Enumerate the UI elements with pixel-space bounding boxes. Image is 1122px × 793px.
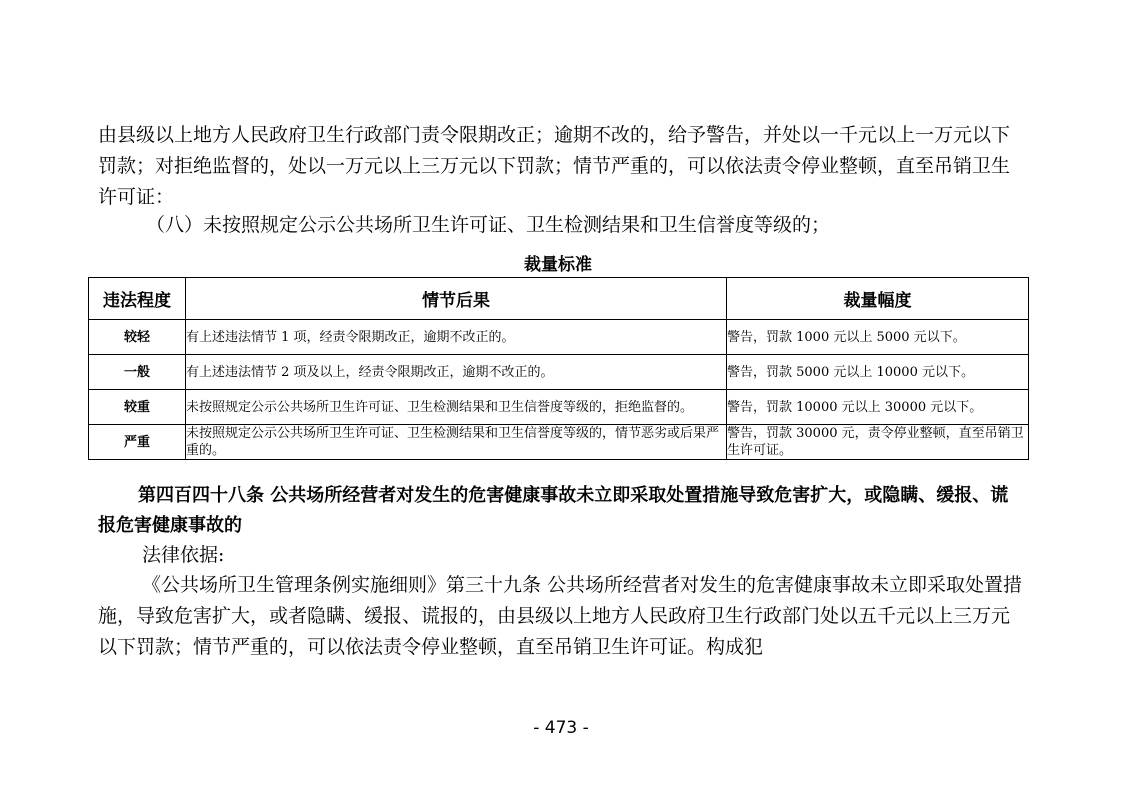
table-header-row xyxy=(89,278,1029,320)
penalty-cell: 警告，罚款 5000 元以上 10000 元以下。 xyxy=(727,355,1029,390)
table-row xyxy=(89,390,1029,425)
circumstance-cell: 有上述违法情节 2 项及以上，经责令限期改正，逾期不改正的。 xyxy=(186,355,727,390)
legal-basis-text: 《公共场所卫生管理条例实施细则》第三十九条 公共场所经营者对发生的危害健康事故未立即采取处置措施，导致危害扩大，或者隐瞒、缓报、谎报的，由县级以上地方人民政府卫生行政部门处以五千元以上三万元以下罚款；情节严重的，可以依法责令停业整顿，直至吊销卫生许可证。构成犯 xyxy=(98,574,1023,658)
table-row xyxy=(89,355,1029,390)
penalty-cell: 警告，罚款 10000 元以上 30000 元以下。 xyxy=(727,390,1029,425)
legal-basis-label: 法律依据: xyxy=(142,544,225,566)
header-severity: 违法程度 xyxy=(89,278,186,320)
severity-cell: 严重 xyxy=(89,425,186,460)
header-penalty-range: 裁量幅度 xyxy=(727,278,1029,320)
severity-cell: 较轻 xyxy=(89,320,186,355)
article-heading: 第四百四十八条 公共场所经营者对发生的危害健康事故未立即采取处置措施导致危害扩大，或隐瞒、缓报、谎报危害健康事故的 xyxy=(98,485,1009,536)
discretion-standard-table xyxy=(88,277,1029,460)
penalty-cell: 警告，罚款 30000 元，责令停业整顿，直至吊销卫生许可证。 xyxy=(727,425,1029,460)
circumstance-cell: 未按照规定公示公共场所卫生许可证、卫生检测结果和卫生信誉度等级的，情节恶劣或后果严重的。 xyxy=(186,425,727,460)
table-row xyxy=(89,425,1029,460)
table-row xyxy=(89,320,1029,355)
circumstance-cell: 未按照规定公示公共场所卫生许可证、卫生检测结果和卫生信誉度等级的，拒绝监督的。 xyxy=(186,390,727,425)
severity-cell: 较重 xyxy=(89,390,186,425)
header-circumstances: 情节后果 xyxy=(186,278,727,320)
body-paragraph-item-8: （八）未按照规定公示公共场所卫生许可证、卫生检测结果和卫生信誉度等级的； xyxy=(146,214,831,236)
table-caption: 裁量标准 xyxy=(524,255,592,275)
severity-cell: 一般 xyxy=(89,355,186,390)
circumstance-cell: 有上述违法情节 1 项，经责令限期改正，逾期不改正的。 xyxy=(186,320,727,355)
penalty-cell: 警告，罚款 1000 元以上 5000 元以下。 xyxy=(727,320,1029,355)
body-paragraph-penalty: 由县级以上地方人民政府卫生行政部门责令限期改正；逾期不改的，给予警告，并处以一千元以上一万元以下罚款；对拒绝监督的，处以一万元以上三万元以下罚款；情节严重的，可以依法责令停业整顿，直至吊销卫生许可证： xyxy=(98,124,1011,208)
page-number: - 473 - xyxy=(533,718,589,738)
